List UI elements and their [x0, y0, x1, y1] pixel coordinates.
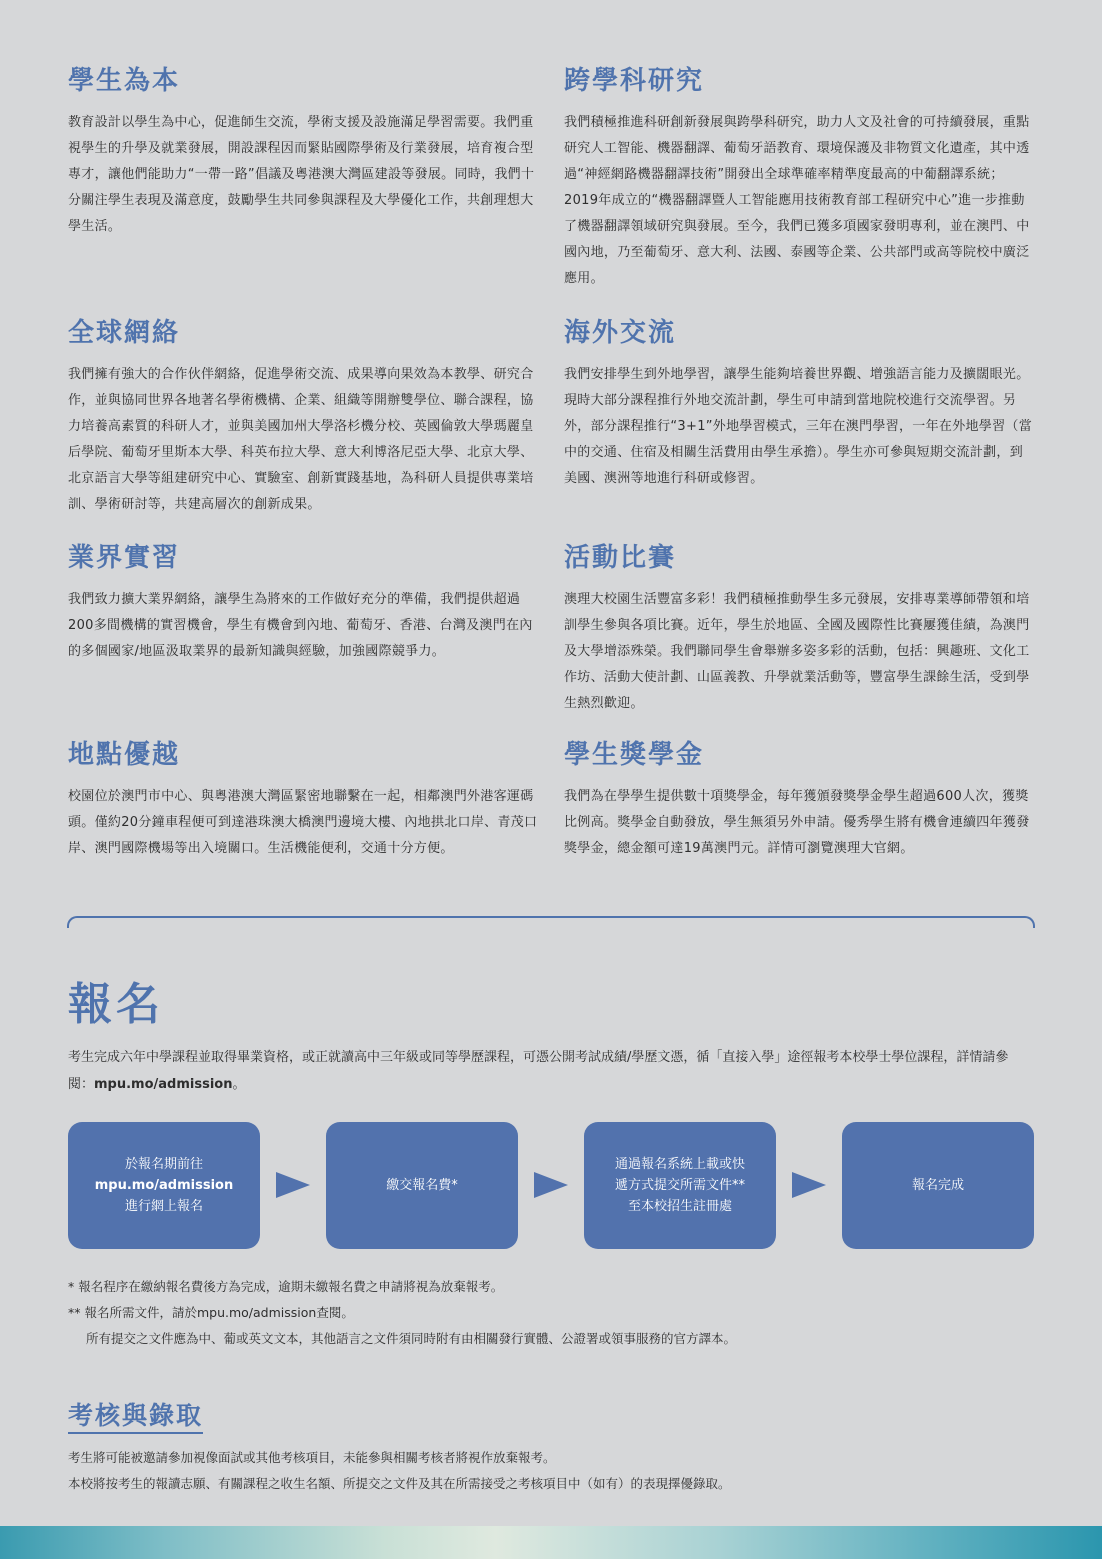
section-body: 我們安排學生到外地學習，讓學生能夠培養世界觀、增強語言能力及擴闊眼光。現時大部分課程推行外地交流計劃，學生可申請到當地院校進行交流學習。另外，部分課程推行“3+1”外地學習模式，三年在澳門學習，一年在外地學習（當中的交通、住宿及相關生活費用由學生承擔）。學生亦可參與短期交流計劃，到美國、澳洲等地進行科研或修習。 — [564, 367, 1033, 486]
section-title: 學生為本 — [68, 66, 181, 96]
registration-title: 報名 — [68, 979, 164, 1030]
section-interdisciplinary-research — [564, 62, 1034, 314]
step-line: 至本校招生註冊處 — [627, 1199, 732, 1214]
arrow-right-icon — [534, 1172, 568, 1198]
step-line: 通過報名系統上載或快 — [614, 1157, 745, 1172]
step-line: 報名完成 — [911, 1178, 964, 1193]
step-link[interactable]: mpu.mo/admission — [94, 1178, 234, 1193]
section-scholarship — [564, 736, 1034, 886]
registration-notes — [68, 1274, 1034, 1352]
section-body: 教育設計以學生為中心，促進師生交流，學術支援及設施滿足學習需要。我們重視學生的升學及就業發展，開設課程因而緊貼國際學術及行業發展，培育複合型專才，讓他們能助力“一帶一路”倡議及粵港澳大灣區建設等發展。同時，我們十分關注學生表現及滿意度，鼓勵學生共同參與課程及大學優化工作，共創理想大學生活。 — [68, 115, 535, 234]
section-title: 跨學科研究 — [564, 66, 705, 96]
section-overseas-exchange — [564, 314, 1034, 539]
step-line: 進行網上報名 — [124, 1199, 203, 1214]
section-internship — [68, 539, 538, 736]
admission-link[interactable]: mpu.mo/admission — [94, 1077, 233, 1092]
step-line: 遞方式提交所需文件** — [614, 1178, 745, 1193]
note-translation: 所有提交之文件應為中、葡或英文文本，其他語言之文件須同時附有由相關發行實體、公證署或領事服務的官方譯本。 — [86, 1331, 737, 1346]
section-body: 我們擁有強大的合作伙伴網絡，促進學術交流、成果導向果效為本教學、研究合作，並與協同世界各地著名學術機構、企業、組織等開辦雙學位、聯合課程，協力培養高素質的科研人才，並與美國加州大學洛杉機分校、英國倫敦大學瑪麗皇后學院、葡萄牙里斯本大學、科英布拉大學、意大利博洛尼亞大學、北京大學、北京語言大學等組建研究中心、實驗室、創新實踐基地，為科研人員提供專業培訓、學術研討等，共建高層次的創新成果。 — [68, 367, 534, 512]
section-title: 全球網絡 — [68, 318, 181, 348]
section-body: 我們積極推進科研創新發展與跨學科研究，助力人文及社會的可持續發展，重點研究人工智能、機器翻譯、葡萄牙語教育、環境保護及非物質文化遺產，其中透過“神經網路機器翻譯技術”開發出全球準確率精準度最高的中葡翻譯系統；2019年成立的“機器翻譯暨人工智能應用技術教育部工程研究中心”進一步推動了機器翻譯領域研究與發展。至今，我們已獲多項國家發明專利，並在澳門、中國內地，乃至葡萄牙、意大利、法國、泰國等企業、公共部門或高等院校中廣泛應用。 — [564, 115, 1030, 286]
section-title: 地點優越 — [68, 740, 181, 770]
arrow-right-icon — [792, 1172, 826, 1198]
section-title: 業界實習 — [68, 543, 181, 573]
section-title: 學生獎學金 — [564, 740, 705, 770]
registration-intro — [68, 1044, 1034, 1098]
section-body: 我們為在學學生提供數十項獎學金，每年獲頒發獎學金學生超過600人次，獲獎比例高。獎學金自動發放，學生無須另外申請。優秀學生將有機會連續四年獲發獎學金，總金額可達19萬澳門元。詳情可瀏覽澳理大官網。 — [564, 789, 1030, 856]
step-submit-documents — [584, 1122, 776, 1249]
note-fee: * 報名程序在繳納報名費後方為完成，逾期未繳報名費之申請將視為放棄報考。 — [68, 1279, 504, 1294]
section-title: 活動比賽 — [564, 543, 677, 573]
section-body: 校園位於澳門市中心、與粵港澳大灣區緊密地聯繫在一起，相鄰澳門外港客運碼頭。僅約20分鐘車程便可到達港珠澳大橋澳門邊境大樓、內地拱北口岸、青茂口岸、澳門國際機場等出入境關口。生活機能便利，交通十分方便。 — [68, 789, 538, 856]
assessment-text — [68, 1445, 1034, 1497]
info-sections — [68, 62, 1034, 886]
step-line: 繳交報名費* — [386, 1178, 458, 1193]
step-complete — [842, 1122, 1034, 1249]
registration-steps — [68, 1122, 1034, 1249]
assessment-line: 考生將可能被邀請參加視像面試或其他考核項目，未能參與相關考核者將視作放棄報考。 — [68, 1450, 556, 1465]
section-body: 澳理大校園生活豐富多彩！我們積極推動學生多元發展，安排專業導師帶領和培訓學生參與各項比賽。近年，學生於地區、全國及國際性比賽屢獲佳績，為澳門及大學增添殊榮。我們聯同學生會舉辦多姿多彩的活動，包括：興趣班、文化工作坊、活動大使計劃、山區義教、升學就業活動等，豐富學生課餘生活，受到學生熱烈歡迎。 — [564, 592, 1030, 711]
registration-intro-text: 考生完成六年中學課程並取得畢業資格，或正就讀高中三年級或同等學歷課程，可憑公開考試成績/學歷文憑，循「直接入學」途徑報考本校學士學位課程，詳情請參閱： — [68, 1050, 1009, 1092]
step-online-registration — [68, 1122, 260, 1249]
section-title: 海外交流 — [564, 318, 677, 348]
section-location — [68, 736, 538, 886]
section-activities — [564, 539, 1034, 736]
registration-intro-end: 。 — [232, 1077, 246, 1092]
section-global-network — [68, 314, 538, 539]
note-documents: ** 報名所需文件，請於mpu.mo/admission查閱。 — [68, 1305, 354, 1320]
section-student-centered — [68, 62, 538, 314]
arrow-right-icon — [276, 1172, 310, 1198]
step-pay-fee — [326, 1122, 518, 1249]
section-body: 我們致力擴大業界網絡，讓學生為將來的工作做好充分的準備，我們提供超過200多間機構的實習機會，學生有機會到內地、葡萄牙、香港、台灣及澳門在內的多個國家/地區汲取業界的最新知識與經驗，加強國際競爭力。 — [68, 592, 533, 659]
step-line: 於報名期前往 — [124, 1157, 203, 1172]
assessment-line: 本校將按考生的報讀志願、有關課程之收生名額、所提交之文件及其在所需接受之考核項目中（如有）的表現擇優錄取。 — [68, 1476, 731, 1491]
footer-gradient-bar — [0, 1526, 1102, 1559]
assessment-title: 考核與錄取 — [68, 1400, 203, 1434]
section-divider — [67, 916, 1035, 928]
